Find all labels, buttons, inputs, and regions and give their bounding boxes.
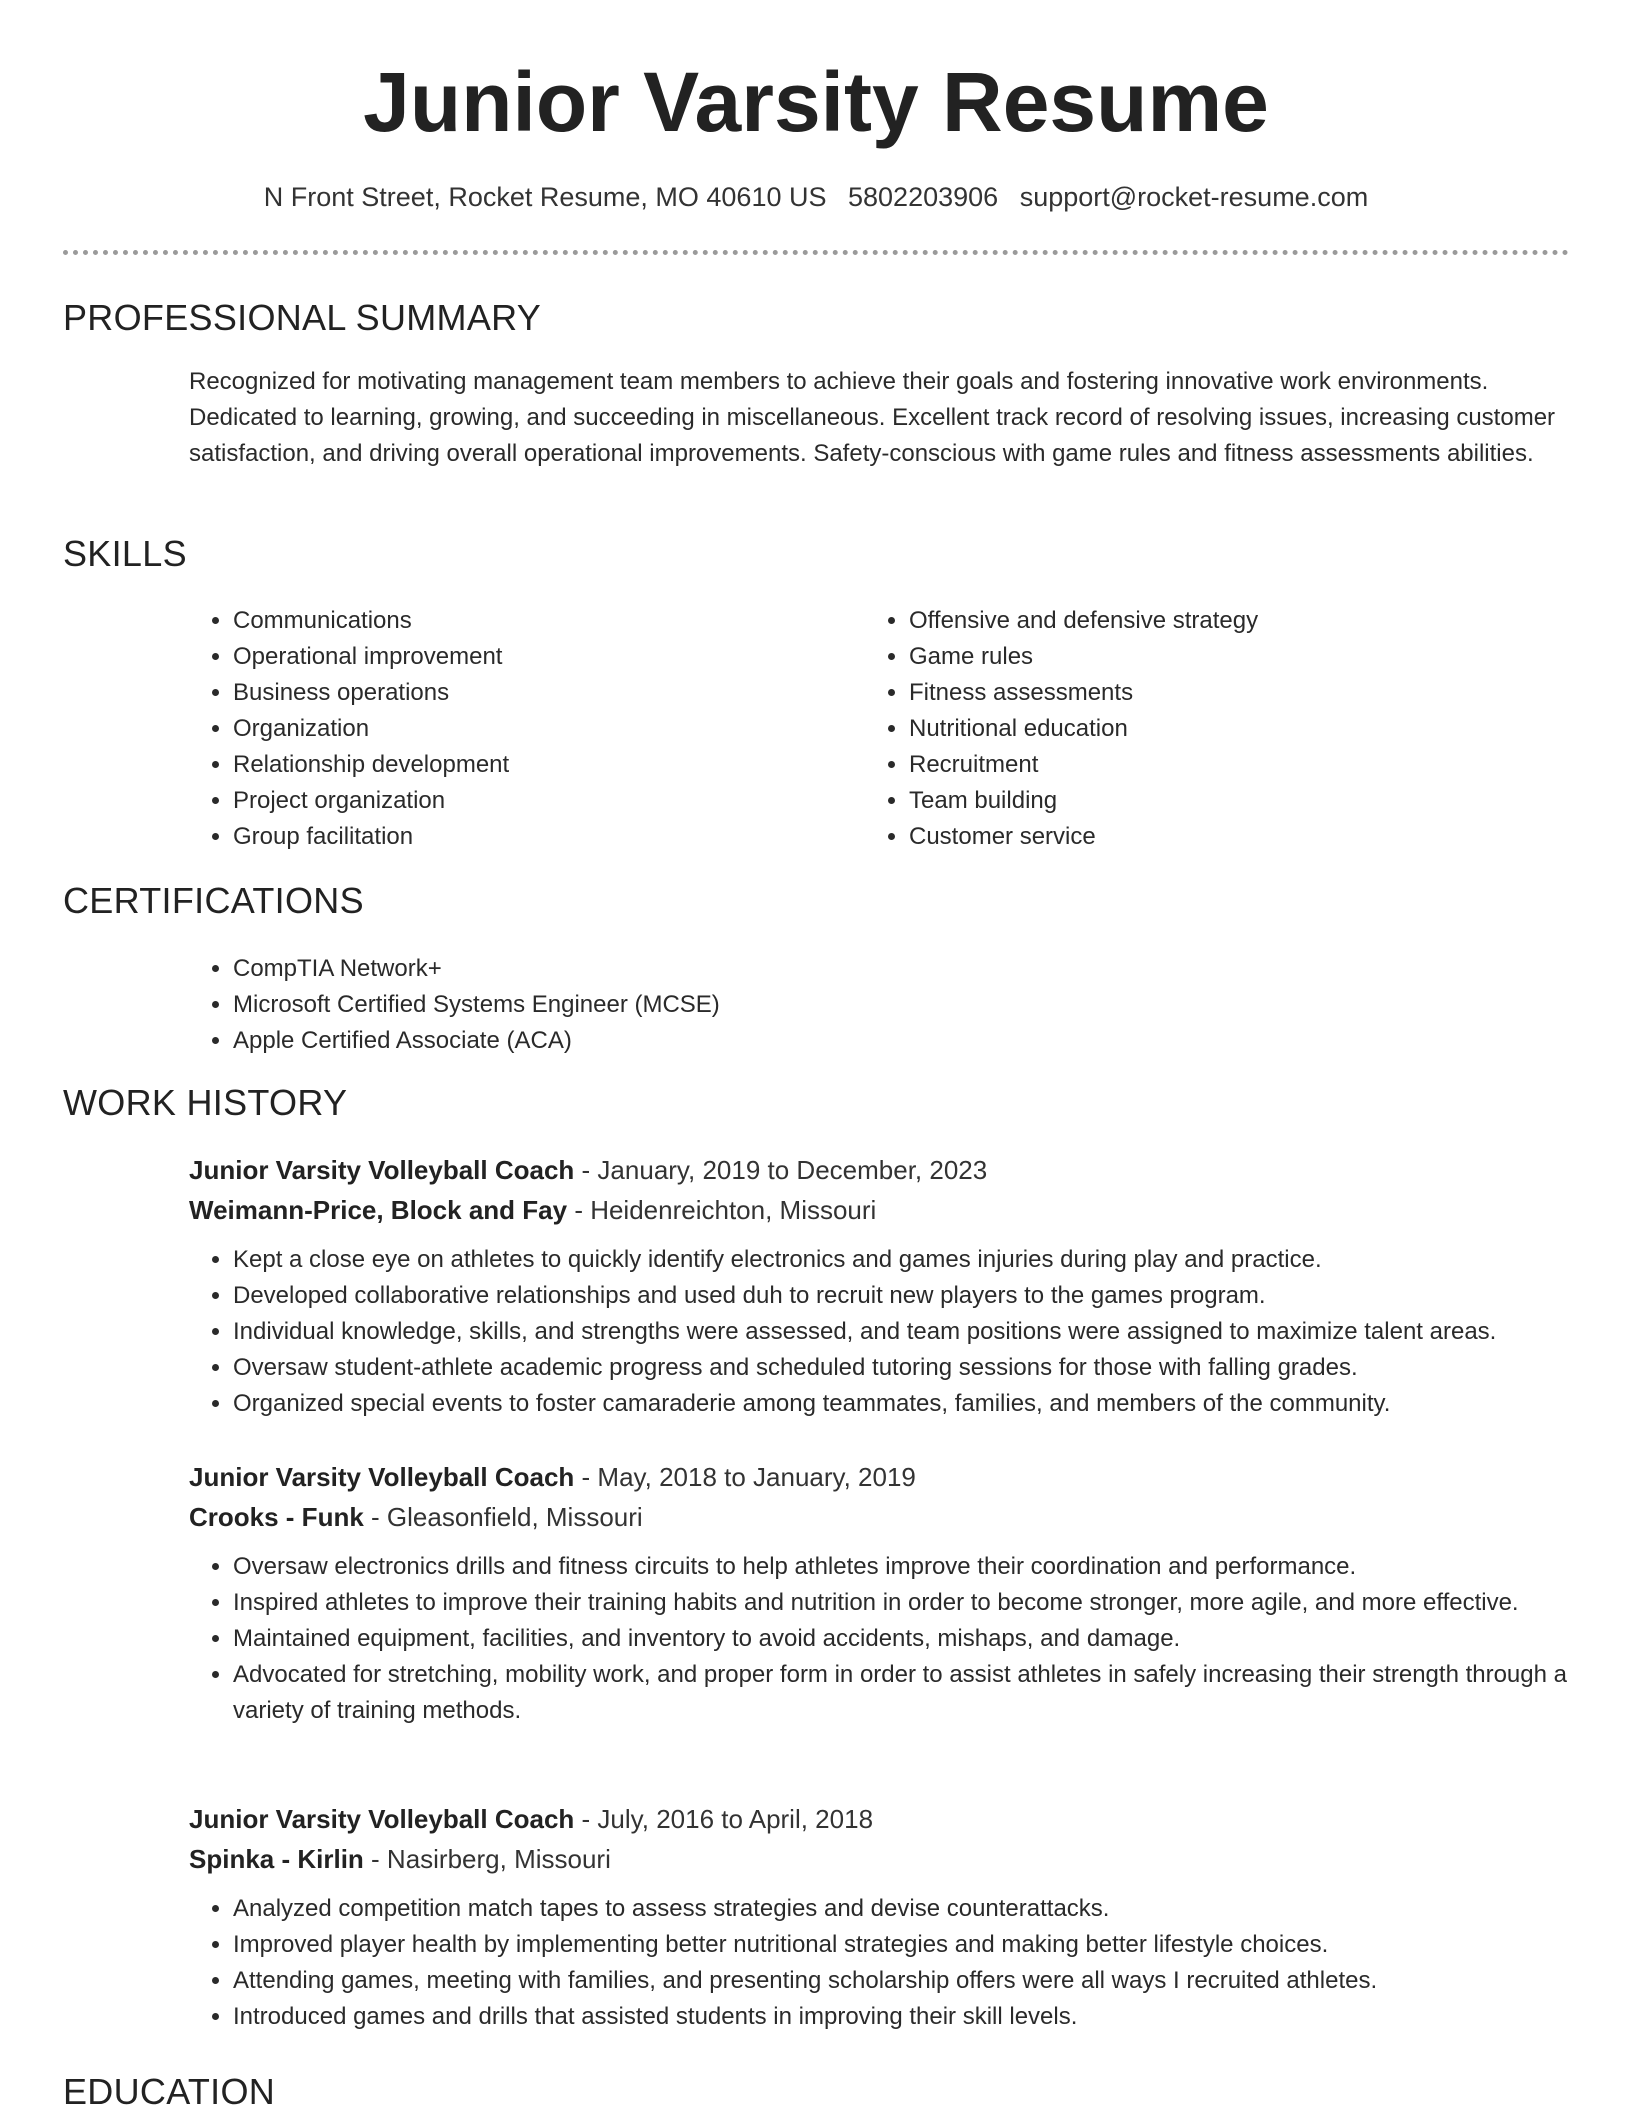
work-history-heading: WORK HISTORY [63,1082,348,1123]
job-dates: - July, 2016 to April, 2018 [574,1804,874,1834]
job-company: Weimann-Price, Block and Fay [189,1195,568,1225]
job-bullet: • Improved player health by implementing better nutritional strategies and making better lifestyle choices. [233,1927,1569,1963]
job-entry [189,1150,1569,1422]
job-role: Junior Varsity Volleyball Coach [189,1155,575,1185]
job-bullet: • Introduced games and drills that assisted students in improving their skill levels. [233,1999,1569,2035]
skill-item: • Relationship development [233,747,509,783]
skill-item: • Offensive and defensive strategy [909,603,1258,639]
skill-item: • Game rules [909,639,1258,675]
education-heading: EDUCATION [63,2071,276,2112]
job-company: Crooks - Funk [189,1502,364,1532]
skill-item: • Fitness assessments [909,675,1258,711]
job-role: Junior Varsity Volleyball Coach [189,1462,575,1492]
skill-item: • Recruitment [909,747,1258,783]
job-title-line [189,1799,1569,1839]
job-bullet: • Inspired athletes to improve their training habits and nutrition in order to become stronger, more agile, and more effective. [233,1585,1569,1621]
certifications-list [189,951,720,1059]
job-bullet: • Attending games, meeting with families, and presenting scholarship offers were all ways I recruited athletes. [233,1963,1569,1999]
job-dates: - May, 2018 to January, 2019 [574,1462,916,1492]
job-company-line [189,1497,1569,1537]
skill-item: • Operational improvement [233,639,509,675]
job-entry [189,1799,1569,2035]
contact-email: support@rocket-resume.com [1019,182,1369,212]
job-company-line [189,1190,1569,1230]
skill-item: • Business operations [233,675,509,711]
skill-item: • Group facilitation [233,819,509,855]
job-company: Spinka - Kirlin [189,1844,364,1874]
certification-item: • Apple Certified Associate (ACA) [233,1023,720,1059]
skill-item: • Customer service [909,819,1258,855]
summary-text: Recognized for motivating management team members to achieve their goals and fostering innovative work environments. Dedicated to learning, growing, and succeeding in miscellaneous. Excellent track record of resolving issues, increasing customer satisfaction, and driving overall operational improvements. Safety-conscious with game rules and fitness assessments abilities. [189,368,1556,467]
job-company-line [189,1839,1569,1879]
job-title-line [189,1150,1569,1190]
skills-heading: SKILLS [63,533,187,574]
header-divider [63,250,1569,255]
contact-phone: 5802203906 [848,182,999,212]
contact-line [0,181,1632,213]
job-location: - Gleasonfield, Missouri [363,1502,643,1532]
job-bullet: • Maintained equipment, facilities, and inventory to avoid accidents, mishaps, and damage. [233,1621,1569,1657]
job-bullet: • Oversaw electronics drills and fitness circuits to help athletes improve their coordination and performance. [233,1549,1569,1585]
job-location: - Nasirberg, Missouri [363,1844,611,1874]
contact-address: N Front Street, Rocket Resume, MO 40610 US [263,182,827,212]
job-bullets [189,1242,1569,1422]
certification-item: • Microsoft Certified Systems Engineer (MCSE) [233,987,720,1023]
job-bullet: • Advocated for stretching, mobility work, and proper form in order to assist athletes in safely increasing their strength through a variety of training methods. [233,1657,1569,1729]
job-title-line [189,1457,1569,1497]
skill-item: • Communications [233,603,509,639]
skills-list-right [865,603,1258,855]
job-entry [189,1457,1569,1729]
job-bullet: • Developed collaborative relationships and used duh to recruit new players to the games program. [233,1278,1569,1314]
skill-item: • Nutritional education [909,711,1258,747]
resume-name: Junior Varsity Resume [363,55,1269,149]
job-bullets [189,1891,1569,2035]
job-bullet: • Individual knowledge, skills, and strengths were assessed, and team positions were assigned to maximize talent areas. [233,1314,1569,1350]
skill-item: • Team building [909,783,1258,819]
skill-item: • Project organization [233,783,509,819]
job-bullet: • Kept a close eye on athletes to quickly identify electronics and games injuries during play and practice. [233,1242,1569,1278]
job-bullet: • Analyzed competition match tapes to assess strategies and devise counterattacks. [233,1891,1569,1927]
job-bullets [189,1549,1569,1729]
job-bullet: • Oversaw student-athlete academic progress and scheduled tutoring sessions for those with falling grades. [233,1350,1569,1386]
job-location: - Heidenreichton, Missouri [567,1195,877,1225]
job-bullet: • Organized special events to foster camaraderie among teammates, families, and members of the community. [233,1386,1569,1422]
job-dates: - January, 2019 to December, 2023 [574,1155,988,1185]
job-role: Junior Varsity Volleyball Coach [189,1804,575,1834]
certifications-heading: CERTIFICATIONS [63,880,364,921]
skills-list-left [189,603,509,855]
certification-item: • CompTIA Network+ [233,951,720,987]
summary-heading: PROFESSIONAL SUMMARY [63,297,542,338]
skill-item: • Organization [233,711,509,747]
